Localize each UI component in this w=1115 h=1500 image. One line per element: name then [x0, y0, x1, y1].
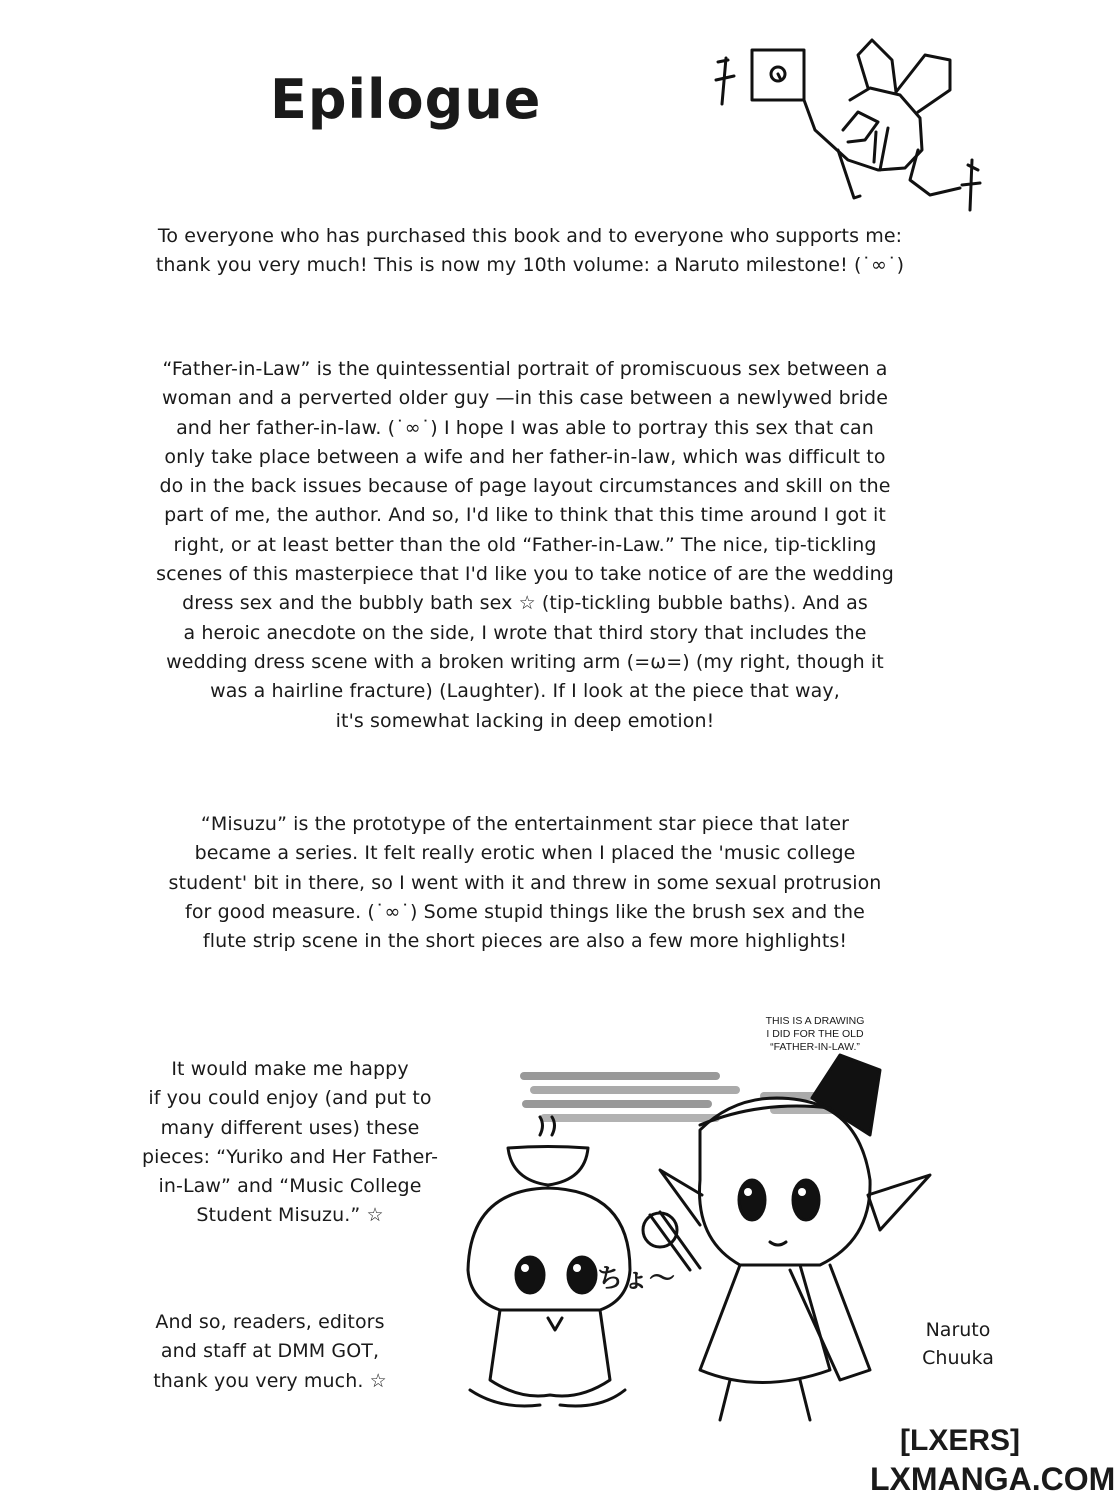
closing-line: many different uses) these: [160, 1116, 420, 1139]
father-line: woman and a perverted older guy —in this case between a newlywed bride: [162, 387, 888, 410]
father-line: a heroic anecdote on the side, I wrote that third story that includes the: [183, 621, 867, 644]
thanks-paragraph: [120, 1308, 420, 1396]
father-line: only take place between a wife and her father-in-law, which was difficult to: [164, 445, 886, 468]
father-line: wedding dress scene with a broken writing arm (=ω=) (my right, though it: [166, 650, 884, 673]
credit-site: LXMANGA.COM: [870, 1461, 1115, 1497]
intro-line: thank you very much! This is now my 10th volume: a Naruto milestone! (˙∞˙): [155, 254, 905, 277]
thanks-line: thank you very much. ☆: [153, 1369, 387, 1392]
page-title: Epilogue: [270, 68, 542, 131]
signature-line: Chuuka: [922, 1347, 994, 1369]
misuzu-line: “Misuzu” is the prototype of the entertainment star piece that later: [200, 813, 850, 835]
drawing-note: [745, 1015, 885, 1054]
note-line: THIS IS A DRAWING: [765, 1015, 865, 1027]
credit-group: [LXERS]: [900, 1424, 1020, 1457]
intro-line: To everyone who has purchased this book and to everyone who supports me:: [157, 225, 903, 247]
misuzu-line: flute strip scene in the short pieces are also a few more highlights!: [202, 930, 848, 953]
father-line: it's somewhat lacking in deep emotion!: [335, 709, 715, 732]
closing-line: in-Law” and “Music College: [158, 1175, 422, 1198]
thanks-line: And so, readers, editors: [155, 1311, 385, 1333]
closing-line: It would make me happy: [171, 1058, 409, 1080]
father-line: right, or at least better than the old “Father-in-Law.” The nice, tip-tickling: [173, 533, 877, 556]
intro-paragraph: [100, 222, 960, 281]
misuzu-paragraph: [95, 810, 955, 956]
closing-paragraph: [120, 1055, 460, 1231]
father-line: do in the back issues because of page layout circumstances and skill on the: [159, 475, 891, 498]
closing-line: if you could enjoy (and put to: [148, 1087, 432, 1110]
scanlation-credit: [870, 1422, 1115, 1498]
father-line: scenes of this masterpiece that I'd like you to take notice of are the wedding: [156, 563, 894, 586]
father-line: and her father-in-law. (˙∞˙) I hope I was able to portray this sex that can: [176, 416, 874, 439]
closing-line: pieces: “Yuriko and Her Father-: [141, 1145, 439, 1168]
misuzu-line: for good measure. (˙∞˙) Some stupid things like the brush sex and the: [185, 900, 865, 923]
thanks-line: and staff at DMM GOT,: [160, 1340, 380, 1363]
father-line: was a hairline fracture) (Laughter). If I look at the piece that way,: [210, 680, 840, 703]
misuzu-line: became a series. It felt really erotic when I placed the 'music college: [194, 842, 856, 865]
sound-effect: ちょ～: [597, 1264, 676, 1294]
signature-line: Naruto: [925, 1319, 991, 1341]
author-signature: [898, 1316, 1018, 1372]
closing-line: Student Misuzu.” ☆: [196, 1204, 384, 1227]
note-line: “FATHER-IN-LAW.”: [770, 1041, 860, 1053]
father-line: “Father-in-Law” is the quintessential portrait of promiscuous sex between a: [162, 358, 888, 380]
misuzu-line: student' bit in there, so I went with it and threw in some sexual protrusion: [168, 871, 882, 894]
father-in-law-paragraph: [70, 355, 980, 736]
father-line: part of me, the author. And so, I'd like to think that this time around I got it: [164, 504, 886, 527]
note-line: I DID FOR THE OLD: [766, 1028, 864, 1040]
father-line: dress sex and the bubbly bath sex ☆ (tip-tickling bubble baths). And as: [182, 592, 868, 615]
